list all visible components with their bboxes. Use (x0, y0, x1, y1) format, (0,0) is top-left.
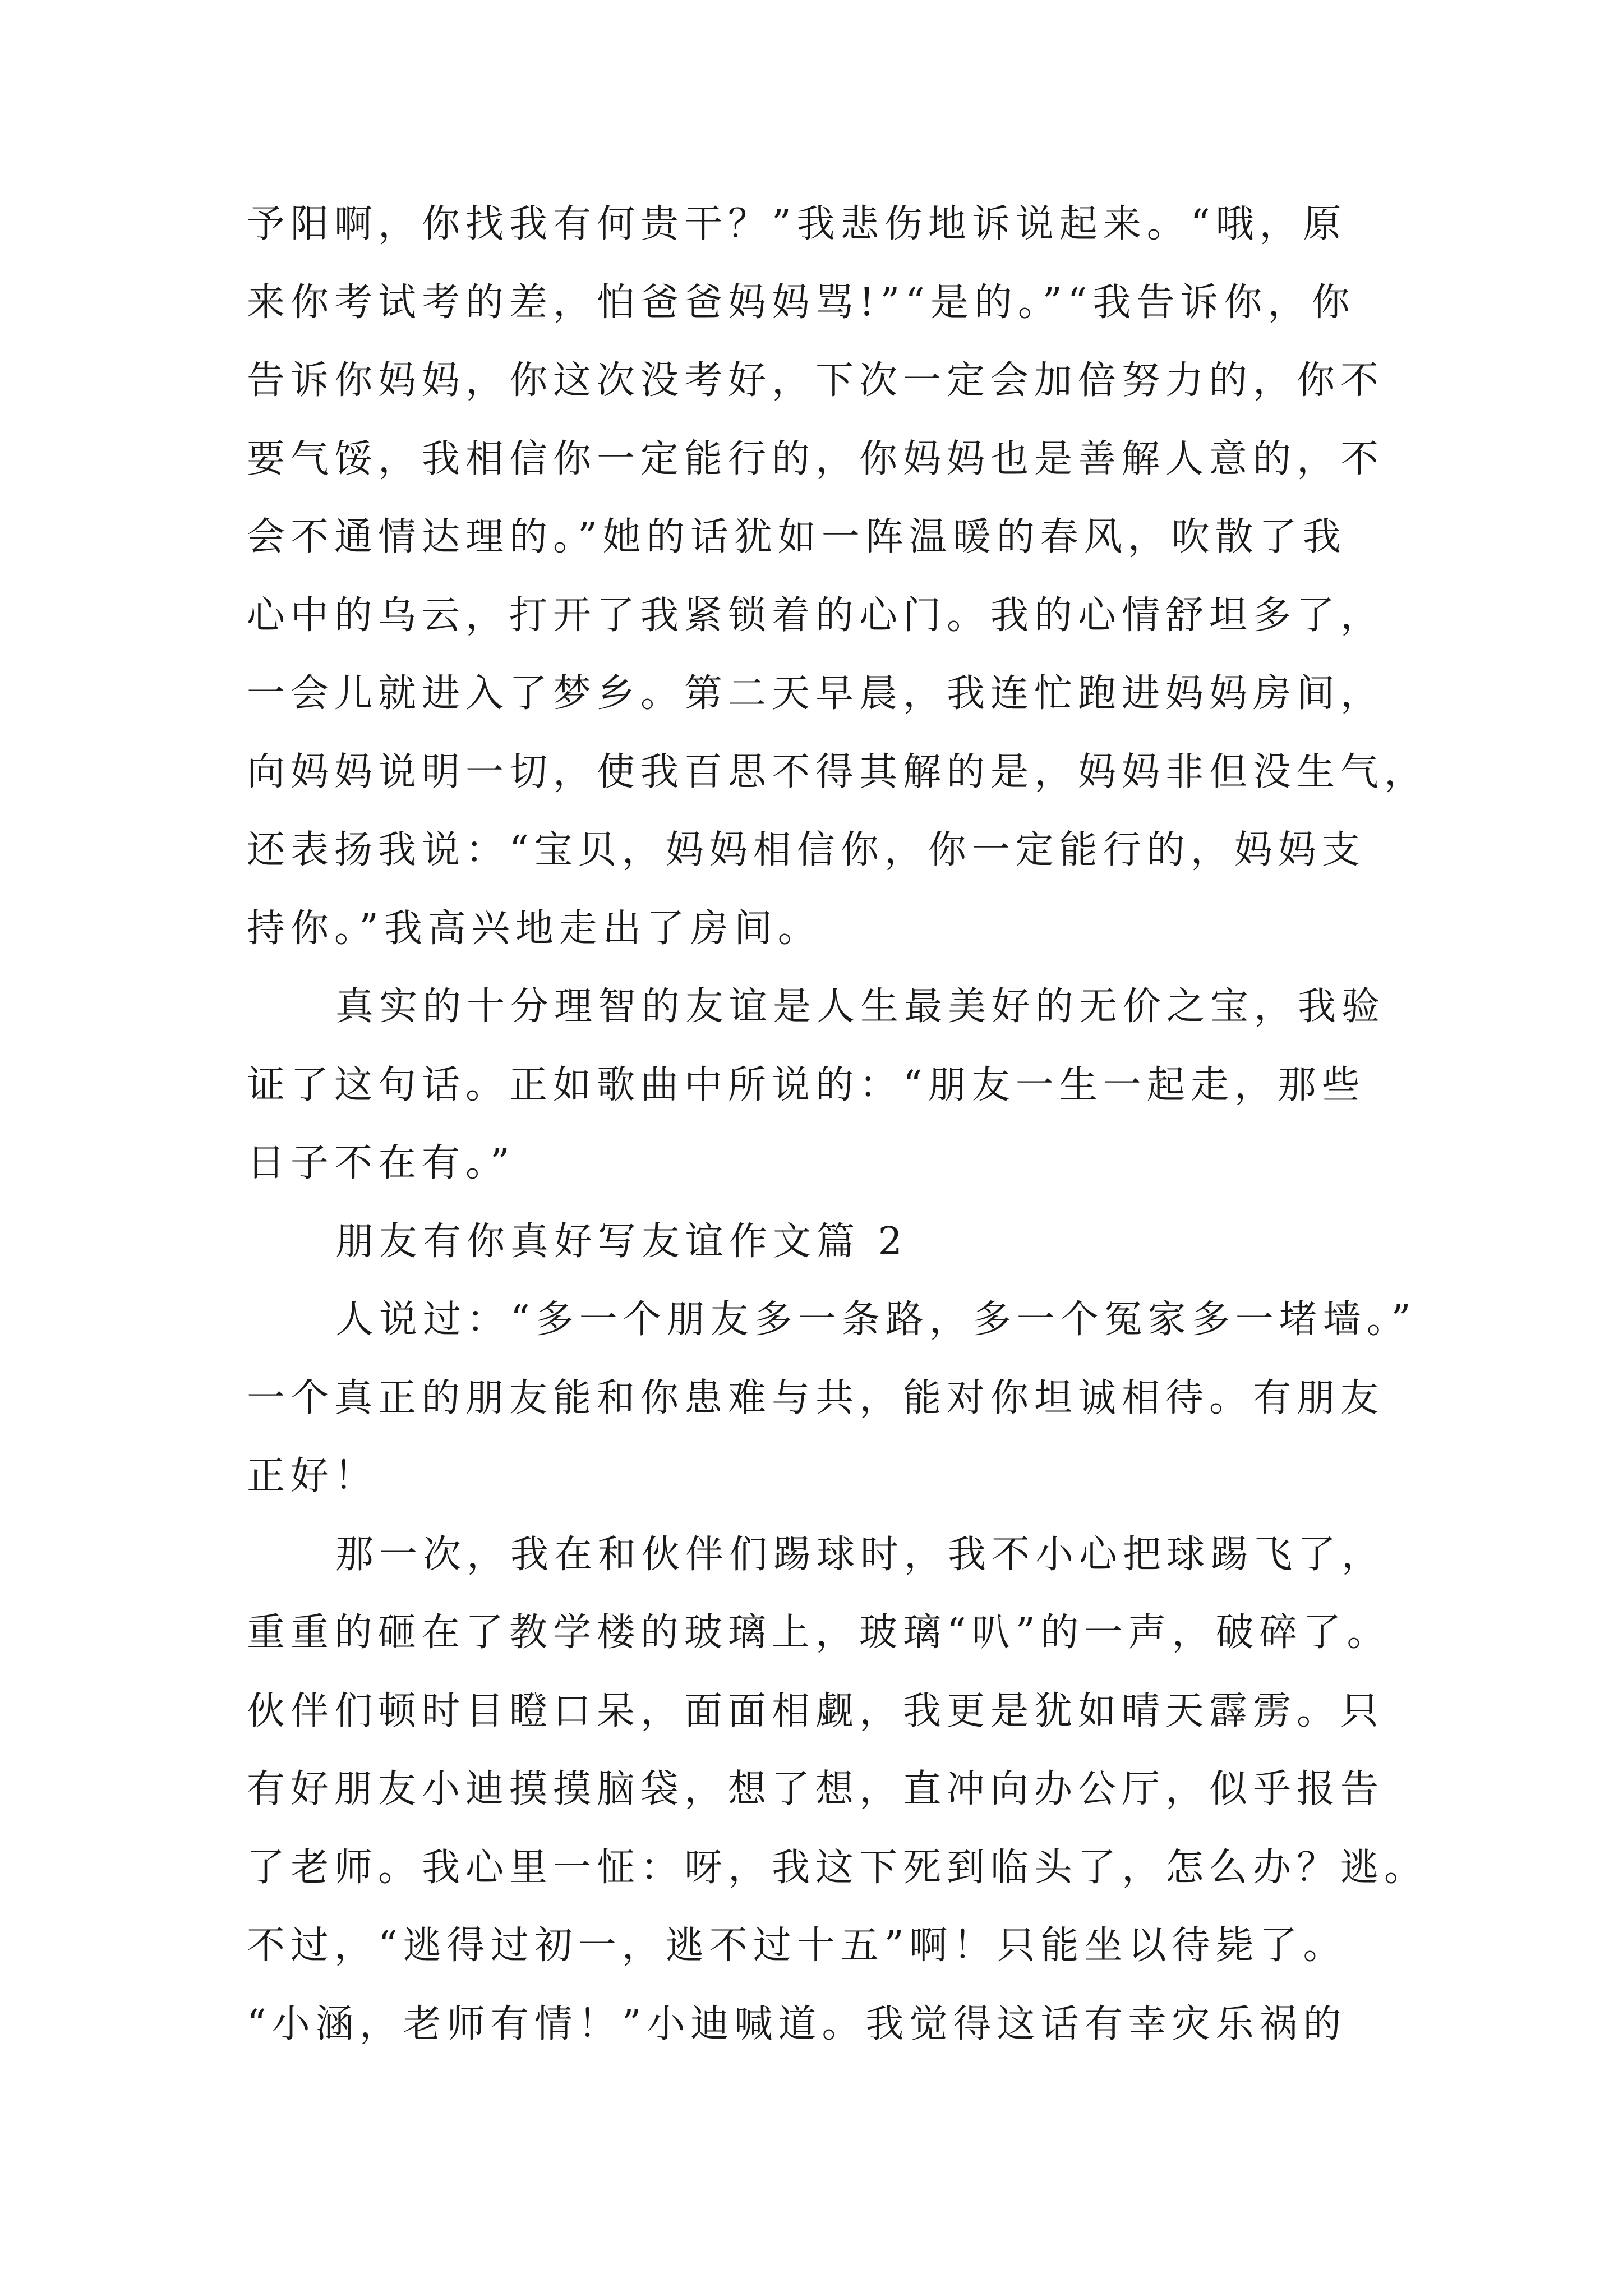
text-line: 重重的砸在了教学楼的玻璃上，玻璃“叭”的一声，破碎了。 (247, 1611, 1391, 1655)
text-line: 心中的乌云，打开了我紧锁着的心门。我的心情舒坦多了， (247, 593, 1385, 638)
text-line: 告诉你妈妈，你这次没考好，下次一定会加倍努力的，你不 (247, 358, 1385, 403)
text-line: 来你考试考的差，怕爸爸妈妈骂!”“是的。”“我告诉你，你 (247, 280, 1355, 325)
text-line: 予阳啊，你找我有何贵干？”我悲伤地诉说起来。“哦，原 (247, 202, 1347, 246)
text-line: 日子不在有。” (247, 1141, 515, 1185)
text-line: 会不通情达理的。”她的话犹如一阵温暖的春风，吹散了我 (247, 515, 1347, 559)
text-line: 还表扬我说：“宝贝，妈妈相信你，你一定能行的，妈妈支 (247, 828, 1366, 872)
document-body (247, 185, 1428, 2063)
text-line: 一会儿就进入了梦乡。第二天早晨，我连忙跑进妈妈房间， (247, 671, 1385, 716)
text-line: 了老师。我心里一怔：呀，我这下死到临头了，怎么办？逃。 (247, 1845, 1428, 1890)
text-line: 持你。”我高兴地走出了房间。 (247, 906, 822, 951)
text-line: 正好！ (247, 1454, 379, 1498)
text-line: “小涵，老师有情！”小迪喊道。我觉得这话有幸灾乐祸的 (247, 2001, 1347, 2046)
text-line: 不过，“逃得过初一，逃不过十五”啊！只能坐以待毙了。 (247, 1924, 1347, 1968)
text-line: 伙伴们顿时目瞪口呆，面面相觑，我更是犹如晴天霹雳。只 (247, 1688, 1385, 1733)
text-line: 向妈妈说明一切，使我百思不得其解的是，妈妈非但没生气， (247, 749, 1428, 794)
text-line: 要气馁，我相信你一定能行的，你妈妈也是善解人意的，不 (247, 436, 1385, 481)
text-line: 人说过：“多一个朋友多一条路，多一个冤家多一堵墙。” (335, 1297, 1417, 1342)
text-line: 朋友有你真好写友谊作文篇 2 (335, 1219, 908, 1264)
text-line: 证了这句话。正如歌曲中所说的：“朋友一生一起走，那些 (247, 1062, 1366, 1107)
text-line: 真实的十分理智的友谊是人生最美好的无价之宝，我验 (335, 984, 1386, 1029)
text-line: 一个真正的朋友能和你患难与共，能对你坦诚相待。有朋友 (247, 1375, 1385, 1420)
text-line: 有好朋友小迪摸摸脑袋，想了想，直冲向办公厅，似乎报告 (247, 1767, 1385, 1811)
text-line: 那一次，我在和伙伴们踢球时，我不小心把球踢飞了， (335, 1532, 1386, 1577)
